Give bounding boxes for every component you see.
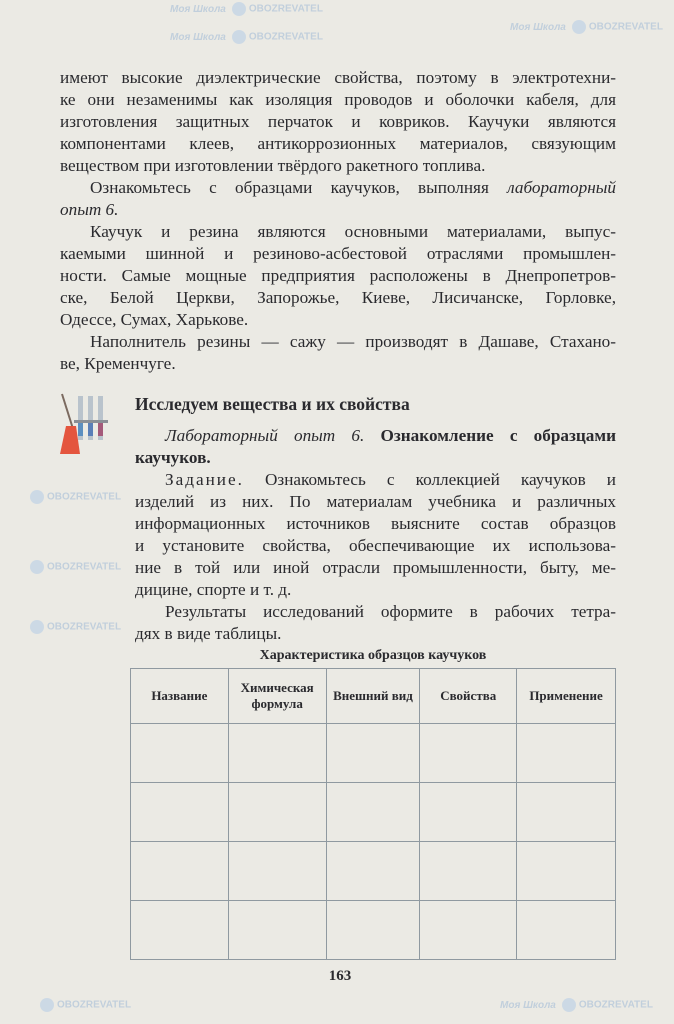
- text-line: опыт 6.: [60, 200, 119, 219]
- section-heading: Исследуем вещества и их свойства: [135, 394, 410, 414]
- header-properties: Свойства: [420, 669, 517, 724]
- text: Ознакомьтесь с коллекцией каучуков и: [265, 470, 616, 489]
- text-line: веществом при изготовлении твёрдого ракетного топлива.: [60, 156, 486, 175]
- watermark: OBOZREVATEL: [30, 490, 121, 505]
- watermark: Моя Школа OBOZREVATEL: [170, 31, 323, 43]
- text-line: ве, Кременчуге.: [60, 354, 176, 373]
- table-cell: [228, 783, 326, 842]
- watermark: Моя Школа OBOZREVATEL: [510, 21, 663, 33]
- table-cell: [517, 842, 616, 901]
- text-line: ске, Белой Церкви, Запорожье, Киеве, Лисичанске, Горловке,: [60, 288, 616, 307]
- text-line: [165, 425, 616, 447]
- watermark: Моя Школа OBOZREVATEL: [500, 999, 653, 1011]
- header-appearance: Внешний вид: [326, 669, 420, 724]
- text-line: Наполнитель резины — сажу — производят в Дашаве, Стахано-: [90, 332, 616, 351]
- text-line: дицине, спорте и т. д.: [135, 580, 292, 599]
- text-line: и установите свойства, обеспечивающие их использова-: [135, 536, 616, 555]
- table-row: [131, 783, 616, 842]
- table-cell: [420, 901, 517, 960]
- table-cell: [228, 901, 326, 960]
- table-cell: [228, 724, 326, 783]
- text-line: ние в той или иной отрасли промышленности, быту, ме-: [135, 558, 616, 577]
- table-cell: [420, 783, 517, 842]
- text-line: информационных источников выясните состав образцов: [135, 514, 616, 533]
- watermark: Моя Школа OBOZREVATEL: [170, 3, 323, 15]
- lab-title: каучуков.: [135, 448, 211, 467]
- table-header-row: [131, 669, 616, 724]
- header-name: Название: [131, 669, 229, 724]
- table-cell: [420, 842, 517, 901]
- text-line: дях в виде таблицы.: [135, 624, 282, 643]
- text-line: изделий из них. По материалам учебника и различных: [135, 492, 616, 511]
- text-line: изготовления защитных перчаток и ковриков. Каучуки являются: [60, 112, 616, 131]
- text-line: Одессе, Сумах, Харькове.: [60, 310, 249, 329]
- lab-glassware-icon: [58, 392, 120, 458]
- text-line: компонентами клеев, антикоррозионных материалов, связующим: [60, 134, 616, 153]
- header-formula: Химическая формула: [228, 669, 326, 724]
- text-line: [90, 177, 616, 199]
- table-cell: [517, 901, 616, 960]
- table-cell: [326, 842, 420, 901]
- lab-label: Лабораторный опыт 6.: [165, 426, 365, 445]
- table-cell: [326, 901, 420, 960]
- watermark: OBOZREVATEL: [30, 620, 121, 635]
- table-cell: [131, 842, 229, 901]
- italic-text: лабораторный: [507, 178, 616, 197]
- table-cell: [131, 724, 229, 783]
- table-row: [131, 901, 616, 960]
- text: Ознакомьтесь с образцами каучуков, выполняя: [90, 178, 489, 197]
- watermark: OBOZREVATEL: [30, 560, 121, 575]
- header-application: Применение: [517, 669, 616, 724]
- table-row: [131, 842, 616, 901]
- table-cell: [131, 901, 229, 960]
- watermark: OBOZREVATEL: [40, 998, 131, 1013]
- table-cell: [326, 724, 420, 783]
- task-label: Задание.: [165, 470, 244, 489]
- table-cell: [517, 724, 616, 783]
- table-cell: [420, 724, 517, 783]
- table-cell: [517, 783, 616, 842]
- text-line: [165, 469, 616, 491]
- text-line: ности. Самые мощные предприятия расположены в Днепропетров-: [60, 266, 616, 285]
- page-number: 163: [328, 968, 352, 984]
- text-line: ке они незаменимы как изоляция проводов и оболочки кабеля, для: [60, 90, 616, 109]
- text-line: имеют высокие диэлектрические свойства, поэтому в электротехни-: [60, 68, 616, 87]
- table-row: [131, 724, 616, 783]
- lab-title: Ознакомление с образцами: [380, 426, 616, 445]
- table-title: Характеристика образцов каучуков: [259, 648, 487, 663]
- table-cell: [131, 783, 229, 842]
- text-line: каемыми шинной и резиново-асбестовой отраслями промышлен-: [60, 244, 616, 263]
- characteristics-table: [130, 668, 616, 960]
- text-line: Каучук и резина являются основными материалами, выпус-: [90, 222, 616, 241]
- table-cell: [228, 842, 326, 901]
- text-line: Результаты исследований оформите в рабочих тетра-: [165, 602, 616, 621]
- table-cell: [326, 783, 420, 842]
